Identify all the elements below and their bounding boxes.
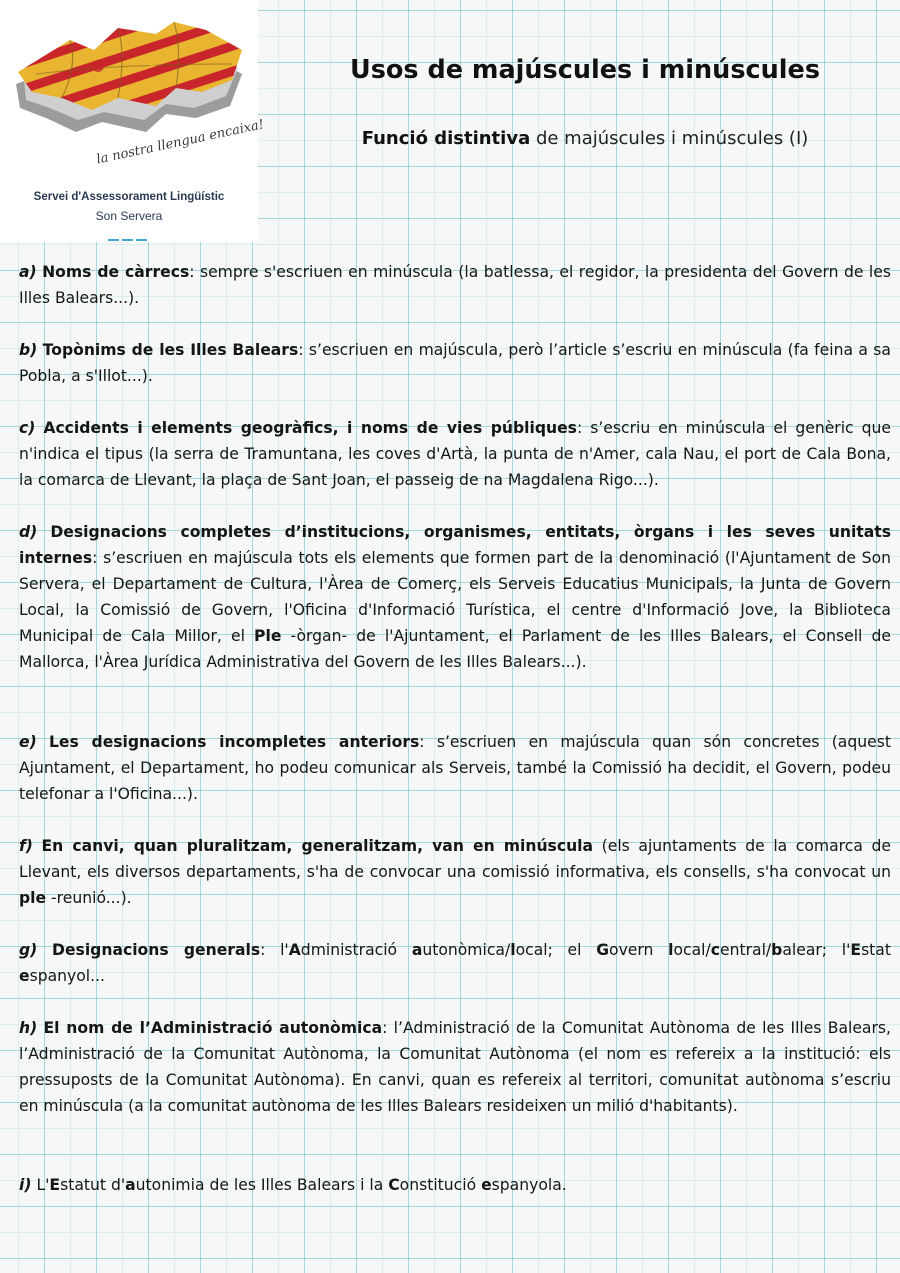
page-subtitle: [275, 128, 895, 149]
rule-item-c: c) Accidents i elements geogràfics, i noms de vies públiques: s’escriu en minúscula el genèric que n'indica el tipus (la serra de Tramuntana, les coves d'Artà, la punta de n'Amer, cala Nau, el port de Cala Bona, la comarca de Llevant, la plaça de Sant Joan, el passeig de na Magdalena Rigo...).: [19, 419, 891, 489]
rule-item-d: d) Designacions completes d’institucions, organismes, entitats, òrgans i les seves unitats internes: s’escriuen en majúscula tots els elements que formen part de la denominació (l'Ajuntament de Son Servera, el Departament de Cultura, l'Àrea de Comerç, els Serveis Educatius Municipals, la Junta de Govern Local, la Comissió de Govern, l'Oficina d'Informació Turística, el centre d'Informació Jove, la Biblioteca Municipal de Cala Millor, el Ple -òrgan- de l'Ajuntament, el Parlament de les Illes Balears, el Consell de Mallorca, l'Àrea Jurídica Administrativa del Govern de les Illes Balears...).: [19, 523, 892, 671]
rule-item-i: i) L'Estatut d'autonimia de les Illes Balears i la Constitució espanyola.: [19, 1176, 567, 1194]
puzzle-flag-icon: [6, 14, 248, 144]
rule-item-e: e) Les designacions incompletes anteriors: s’escriuen en majúscula quan són concretes (aquest Ajuntament, el Departament, ho podeu comunicar als Serveis, també la Comissió ha decidit, el Govern, podeu telefonar a l'Oficina...).: [19, 733, 891, 803]
logo-slogan: la nostra llengua encaixa!: [95, 117, 266, 168]
rule-item-h: h) El nom de l’Administració autonòmica: l’Administració de la Comunitat Autònoma de les Illes Balears, l’Administració de la Comunitat Autònoma, la Comunitat Autònoma (el nom es refereix a la institució: els pressuposts de la Comunitat Autònoma). En canvi, quan es refereix al territori, comunitat autònoma s’escriu en minúscula (a la comunitat autònoma de les Illes Balears resideixen un milió d'habitants).: [19, 1019, 891, 1115]
logo: [0, 0, 266, 242]
rule-item-a: a) Noms de càrrecs: sempre s'escriuen en minúscula (la batlessa, el regidor, la presidenta del Govern de les Illes Balears...).: [19, 263, 891, 307]
service-town: Son Servera: [95, 209, 163, 223]
service-name: Servei d'Assessorament Lingüístic: [33, 191, 225, 203]
rule-item-f: f) En canvi, quan pluralitzam, generalitzam, van en minúscula (els ajuntaments de la comarca de Llevant, els diversos departaments, s'ha de convocar una comissió informativa, els consells, s'ha convocat un ple -reunió...).: [19, 837, 891, 907]
subtitle-rest: de majúscules i minúscules (I): [530, 128, 809, 149]
rule-item-b: b) Topònims de les Illes Balears: s’escriuen en majúscula, però l’article s’escriu en minúscula (fa feina a sa Pobla, a s'Illot...).: [19, 341, 891, 385]
rule-item-g: g) Designacions generals: l'Administració autonòmica/local; el Govern local/central/balear; l'Estat espanyol...: [19, 941, 891, 985]
page-title: Usos de majúscules i minúscules: [350, 55, 820, 85]
logo-dashes: [108, 226, 150, 245]
subtitle-bold: Funció distintiva: [361, 128, 531, 149]
